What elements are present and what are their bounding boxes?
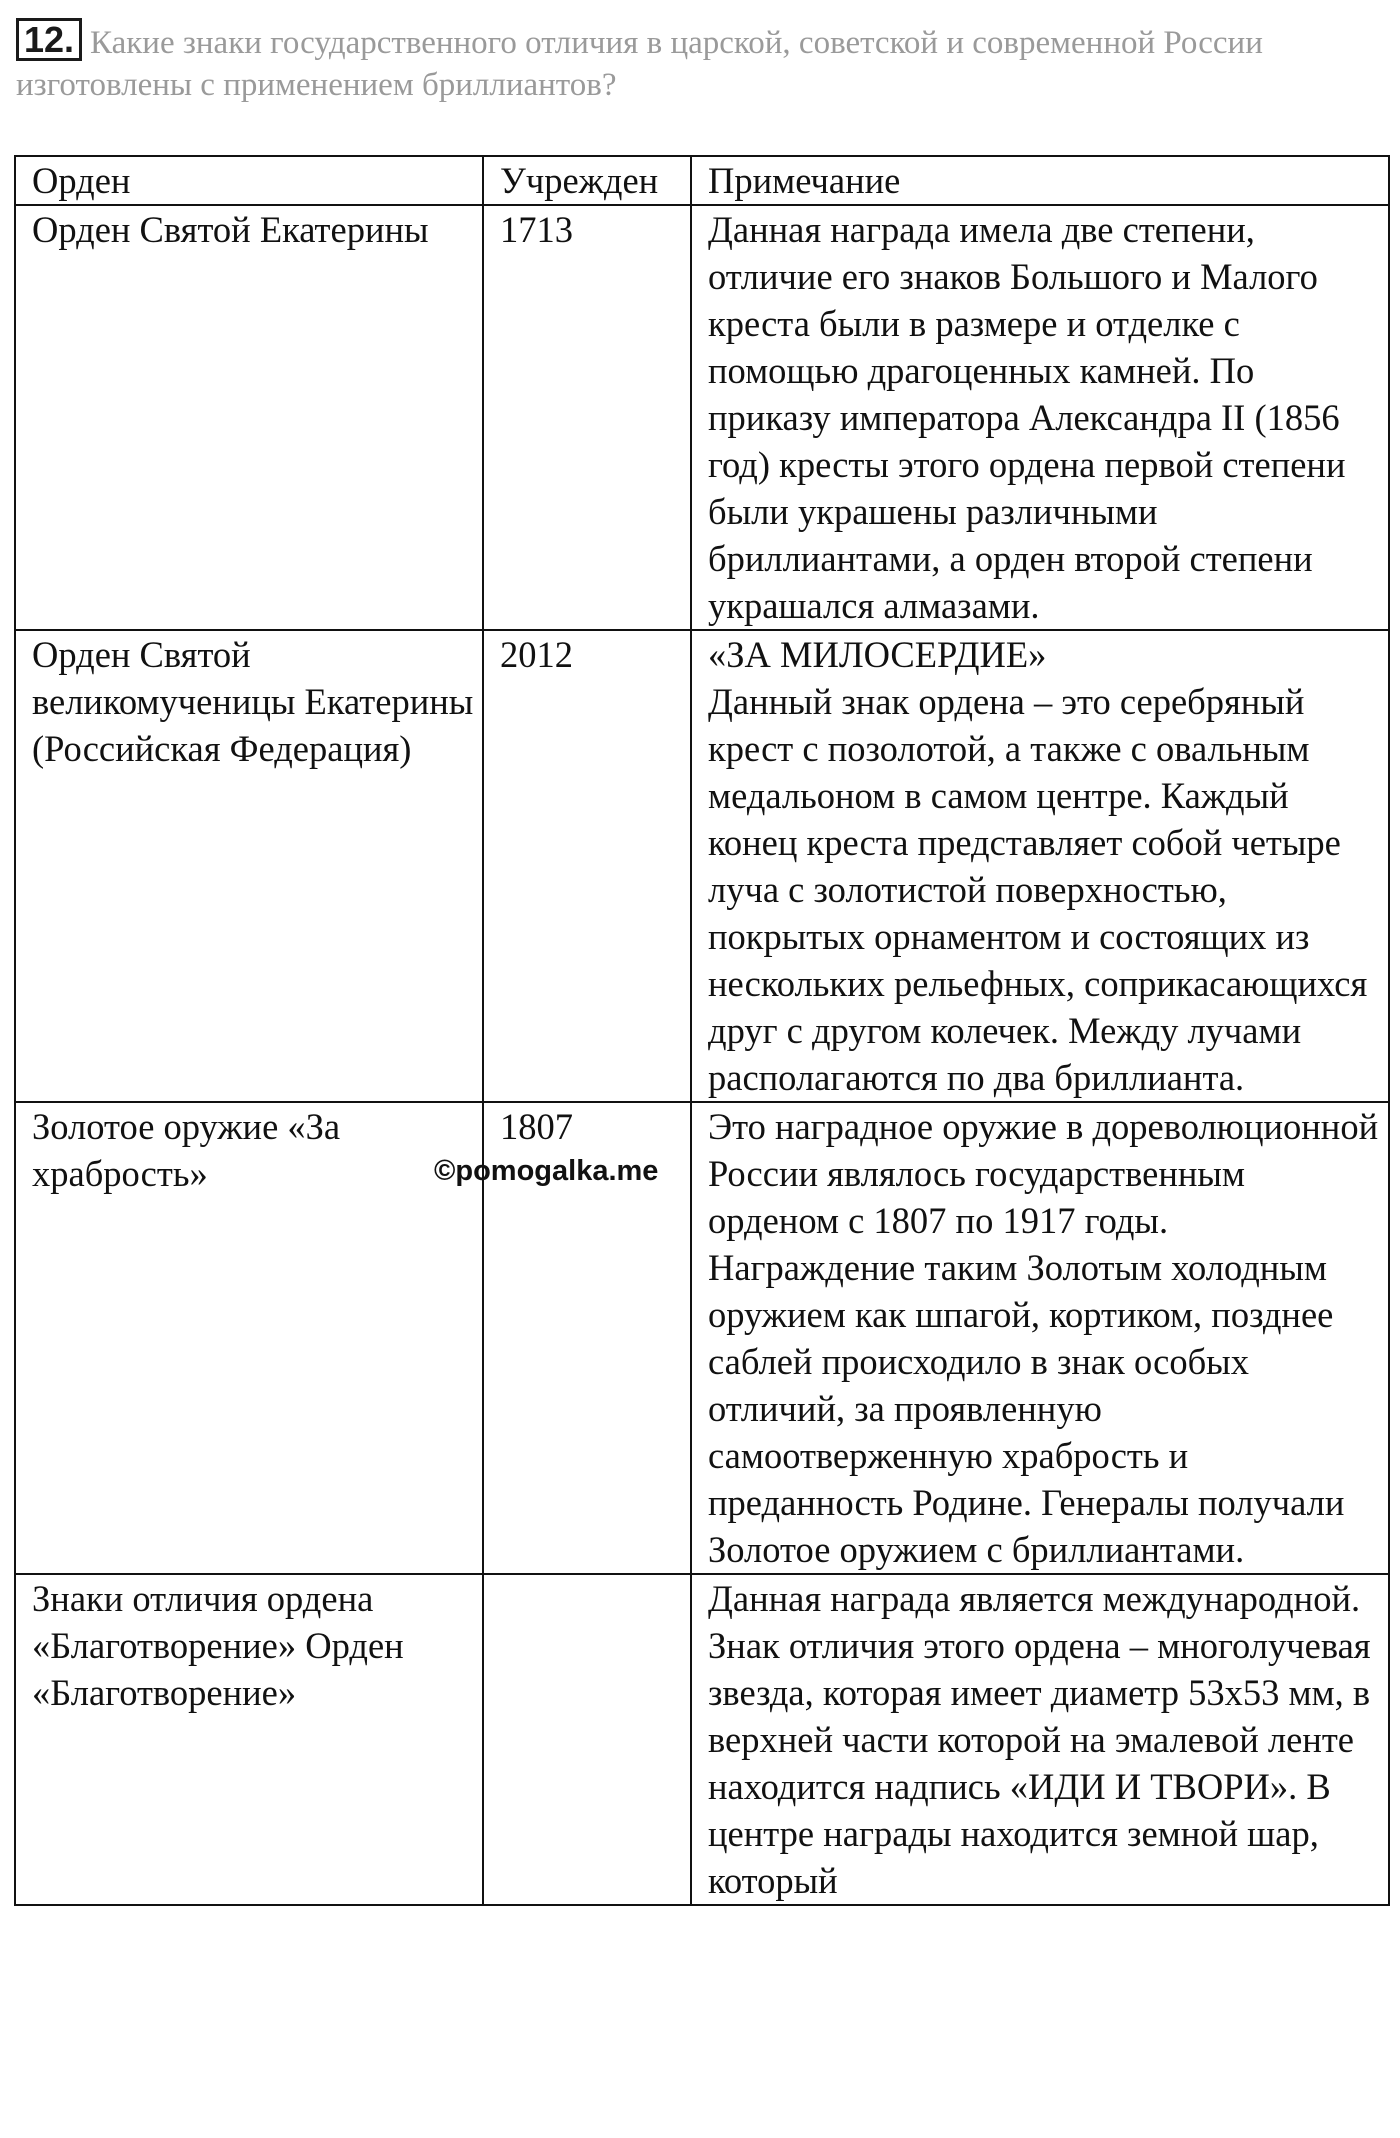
order-year: 1807: [483, 1102, 691, 1574]
order-note: [691, 205, 1389, 630]
order-name: Орден Святой великомученицы Екатерины (Российская Федерация): [15, 630, 483, 1102]
table-row: [15, 1574, 1389, 1905]
orders-table: [14, 155, 1390, 1906]
order-year: 2012: [483, 630, 691, 1102]
question: [16, 18, 1386, 106]
order-year: [483, 1574, 691, 1905]
order-note-text: Это наградное оружие в дореволюционной России являлось государственным орденом с 1807 по 1917 годы. Награждение таким Золотым холодным оружием как шпагой, кортиком, позднее саблей происходило в знак особых отличий, за проявленную самоотверженную храбрость и преданность Родине. Генералы получали Золотое оружием с бриллиантами.: [708, 1106, 1379, 1570]
order-note: [691, 1574, 1389, 1905]
order-name: Золотое оружие «За храбрость»: [15, 1102, 483, 1574]
order-year: 1713: [483, 205, 691, 630]
order-note-text: Данная награда имела две степени, отличие его знаков Большого и Малого креста были в размере и отделке с помощью драгоценных камней. По приказу императора Александра II (1856 год) кресты этого ордена первой степени были украшены различными бриллиантами, а орден второй степени украшался алмазами.: [708, 209, 1346, 626]
header-order: Орден: [15, 156, 483, 205]
header-note: Примечание: [691, 156, 1389, 205]
order-name: Знаки отличия ордена «Благотворение» Орден «Благотворение»: [15, 1574, 483, 1905]
header-established: Учрежден: [483, 156, 691, 205]
order-note: [691, 630, 1389, 1102]
watermark-text: ©pomogalka.me: [434, 1155, 659, 1187]
table-header-row: [15, 156, 1389, 205]
table-row: [15, 1102, 1389, 1574]
question-text: Какие знаки государственного отличия в царской, советской и современной России изготовлены с применением бриллиантов?: [16, 25, 1263, 103]
order-note-text: Данная награда является международной. Знак отличия этого ордена – многолучевая звезда, которая имеет диаметр 53х53 мм, в верхней части которой на эмалевой ленте находится надпись «ИДИ И ТВОРИ». В центре награды находится земной шар, который: [708, 1578, 1371, 1901]
order-note-text: Данный знак ордена – это серебряный крест с позолотой, а также с овальным медальоном в самом центре. Каждый конец креста представляет собой четыре луча с золотистой поверхностью, покрытых орнаментом и состоящих из нескольких рельефных, соприкасающихся друг с другом колечек. Между лучами располагаются по два бриллианта.: [708, 681, 1368, 1098]
table-row: [15, 205, 1389, 630]
table-row: [15, 630, 1389, 1102]
order-name: Орден Святой Екатерины: [15, 205, 483, 630]
order-note-heading: «ЗА МИЛОСЕРДИЕ»: [708, 634, 1047, 675]
order-note: [691, 1102, 1389, 1574]
question-number: 12.: [16, 18, 82, 61]
